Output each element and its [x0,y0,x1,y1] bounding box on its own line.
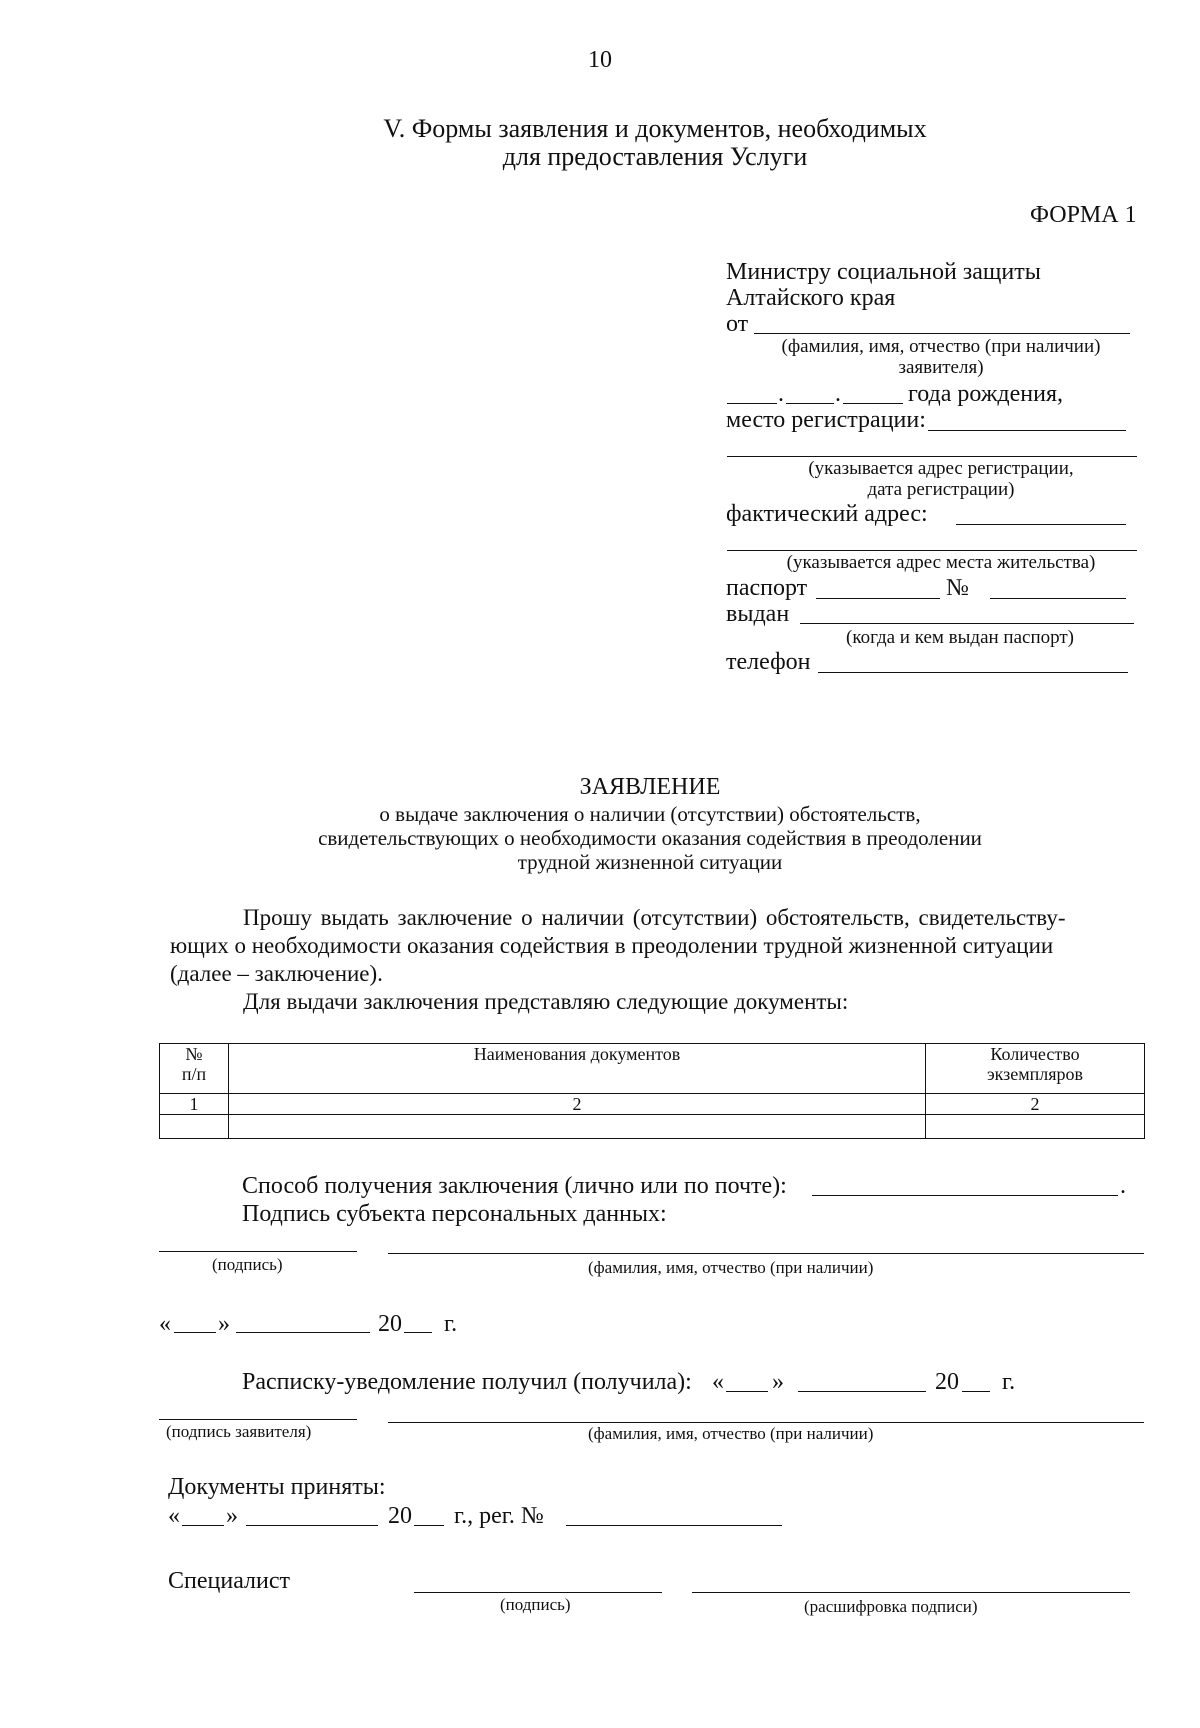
registration-number-line[interactable] [566,1525,782,1526]
reg-line1[interactable] [928,430,1126,431]
paragraph-1-line1: Прошу выдать заключение о наличии (отсутствии) обстоятельств, свидетельству- [243,905,1066,930]
applicant-signature-hint: (подпись заявителя) [166,1422,312,1441]
applicant-signature-line[interactable] [159,1419,357,1420]
page-number: 10 [588,47,612,73]
reg-label: место регистрации: [726,407,926,433]
passport-number-line[interactable] [990,598,1126,599]
accepted-date-year: 20 [388,1503,412,1529]
signature-line[interactable] [159,1251,357,1252]
paragraph-1-line3: (далее – заключение). [170,961,383,986]
phone-label: телефон [726,649,811,675]
signature-label: Подпись субъекта персональных данных: [242,1201,667,1227]
notice-label: Расписку-уведомление получил (получила): [242,1369,692,1395]
from-label: от [726,311,749,337]
date-suffix: г. [444,1311,458,1337]
issued-hint: (когда и кем выдан паспорт) [846,627,1075,648]
table-cell: 2 [229,1094,926,1115]
notice-year-line[interactable] [962,1391,990,1392]
issued-line[interactable] [800,623,1134,624]
name-line[interactable] [388,1253,1144,1254]
accepted-date-close: » [226,1503,238,1529]
notice-date-year: 20 [935,1369,959,1395]
specialist-label: Специалист [168,1568,291,1594]
table-cell[interactable] [160,1115,229,1139]
applicant-name-line[interactable] [388,1422,1144,1423]
notice-date-close: » [772,1369,784,1395]
notice-date-suffix: г. [1002,1369,1016,1395]
date-year-line[interactable] [404,1332,432,1333]
statement-subtitle-line3: трудной жизненной ситуации [517,850,783,874]
notice-month-line[interactable] [798,1391,926,1392]
method-line[interactable] [812,1195,1118,1196]
specialist-decode-hint: (расшифровка подписи) [804,1597,978,1616]
notice-day-line[interactable] [726,1391,768,1392]
from-hint-line1: (фамилия, имя, отчество (при наличии) [781,336,1101,357]
table-cell: 2 [926,1094,1145,1115]
statement-subtitle-line2: свидетельствующих о необходимости оказания содействия в преодолении [318,826,982,850]
actual-address-label: фактический адрес: [726,501,928,527]
addressee-line2: Алтайского края [726,285,896,311]
table-cell[interactable] [926,1115,1145,1139]
birth-day-line[interactable] [727,403,777,404]
accepted-label: Документы приняты: [168,1474,386,1500]
statement-title: ЗАЯВЛЕНИЕ [579,774,721,800]
passport-no-label: № [946,575,969,601]
date-day-line[interactable] [174,1332,216,1333]
section-title-line1: V. Формы заявления и документов, необходимых [383,114,927,143]
table-header-row [160,1044,1145,1094]
method-label: Способ получения заключения (лично или по почте): [242,1173,787,1199]
issued-label: выдан [726,601,790,627]
table-row[interactable] [160,1115,1145,1139]
passport-series-line[interactable] [816,598,940,599]
date-open: « [159,1311,171,1337]
table-number-row [160,1094,1145,1115]
actual-address-line1[interactable] [956,524,1126,525]
birth-label: года рождения, [908,381,1063,407]
documents-table [159,1043,1145,1139]
table-cell[interactable] [229,1115,926,1139]
signature-hint: (подпись) [212,1255,283,1274]
phone-line[interactable] [818,672,1128,673]
notice-date-open: « [712,1369,724,1395]
from-hint-line2: заявителя) [898,357,984,378]
date-close: » [218,1311,230,1337]
birth-sep1: . [778,381,784,407]
accepted-month-line[interactable] [246,1525,378,1526]
accepted-day-line[interactable] [182,1525,224,1526]
specialist-decode-line[interactable] [692,1592,1130,1593]
header-document-names: Наименования документов [229,1044,926,1094]
reg-hint-line2: дата регистрации) [867,479,1015,500]
specialist-signature-line[interactable] [414,1592,662,1593]
date-month-line[interactable] [236,1332,370,1333]
paragraph-2: Для выдачи заключения представляю следующие документы: [243,989,849,1014]
header-copies: Количество экземпляров [926,1044,1145,1094]
accepted-date-open: « [168,1503,180,1529]
actual-address-hint: (указывается адрес места жительства) [786,552,1096,573]
date-year: 20 [378,1311,402,1337]
birth-year-line[interactable] [843,403,903,404]
birth-month-line[interactable] [786,403,834,404]
reg-line2[interactable] [727,456,1137,457]
passport-label: паспорт [726,575,808,601]
name-hint: (фамилия, имя, отчество (при наличии) [588,1258,874,1277]
birth-sep2: . [835,381,841,407]
reg-hint-line1: (указывается адрес регистрации, [808,458,1074,479]
header-number: № п/п [160,1044,229,1094]
section-title-line2: для предоставления Услуги [502,142,808,171]
table-cell: 1 [160,1094,229,1115]
addressee-line1: Министру социальной защиты [726,259,1041,285]
method-end: . [1120,1173,1126,1199]
actual-address-line2[interactable] [727,550,1137,551]
paragraph-1-line2: ющих о необходимости оказания содействия в преодолении трудной жизненной ситуации [170,933,1054,958]
from-line[interactable] [754,333,1130,334]
specialist-signature-hint: (подпись) [500,1595,571,1614]
statement-subtitle-line1: о выдаче заключения о наличии (отсутствии) обстоятельств, [379,802,921,826]
accepted-year-line[interactable] [414,1525,444,1526]
accepted-date-suffix: г., рег. № [454,1503,544,1529]
form-label: ФОРМА 1 [1030,202,1137,228]
applicant-name-hint: (фамилия, имя, отчество (при наличии) [588,1424,874,1443]
